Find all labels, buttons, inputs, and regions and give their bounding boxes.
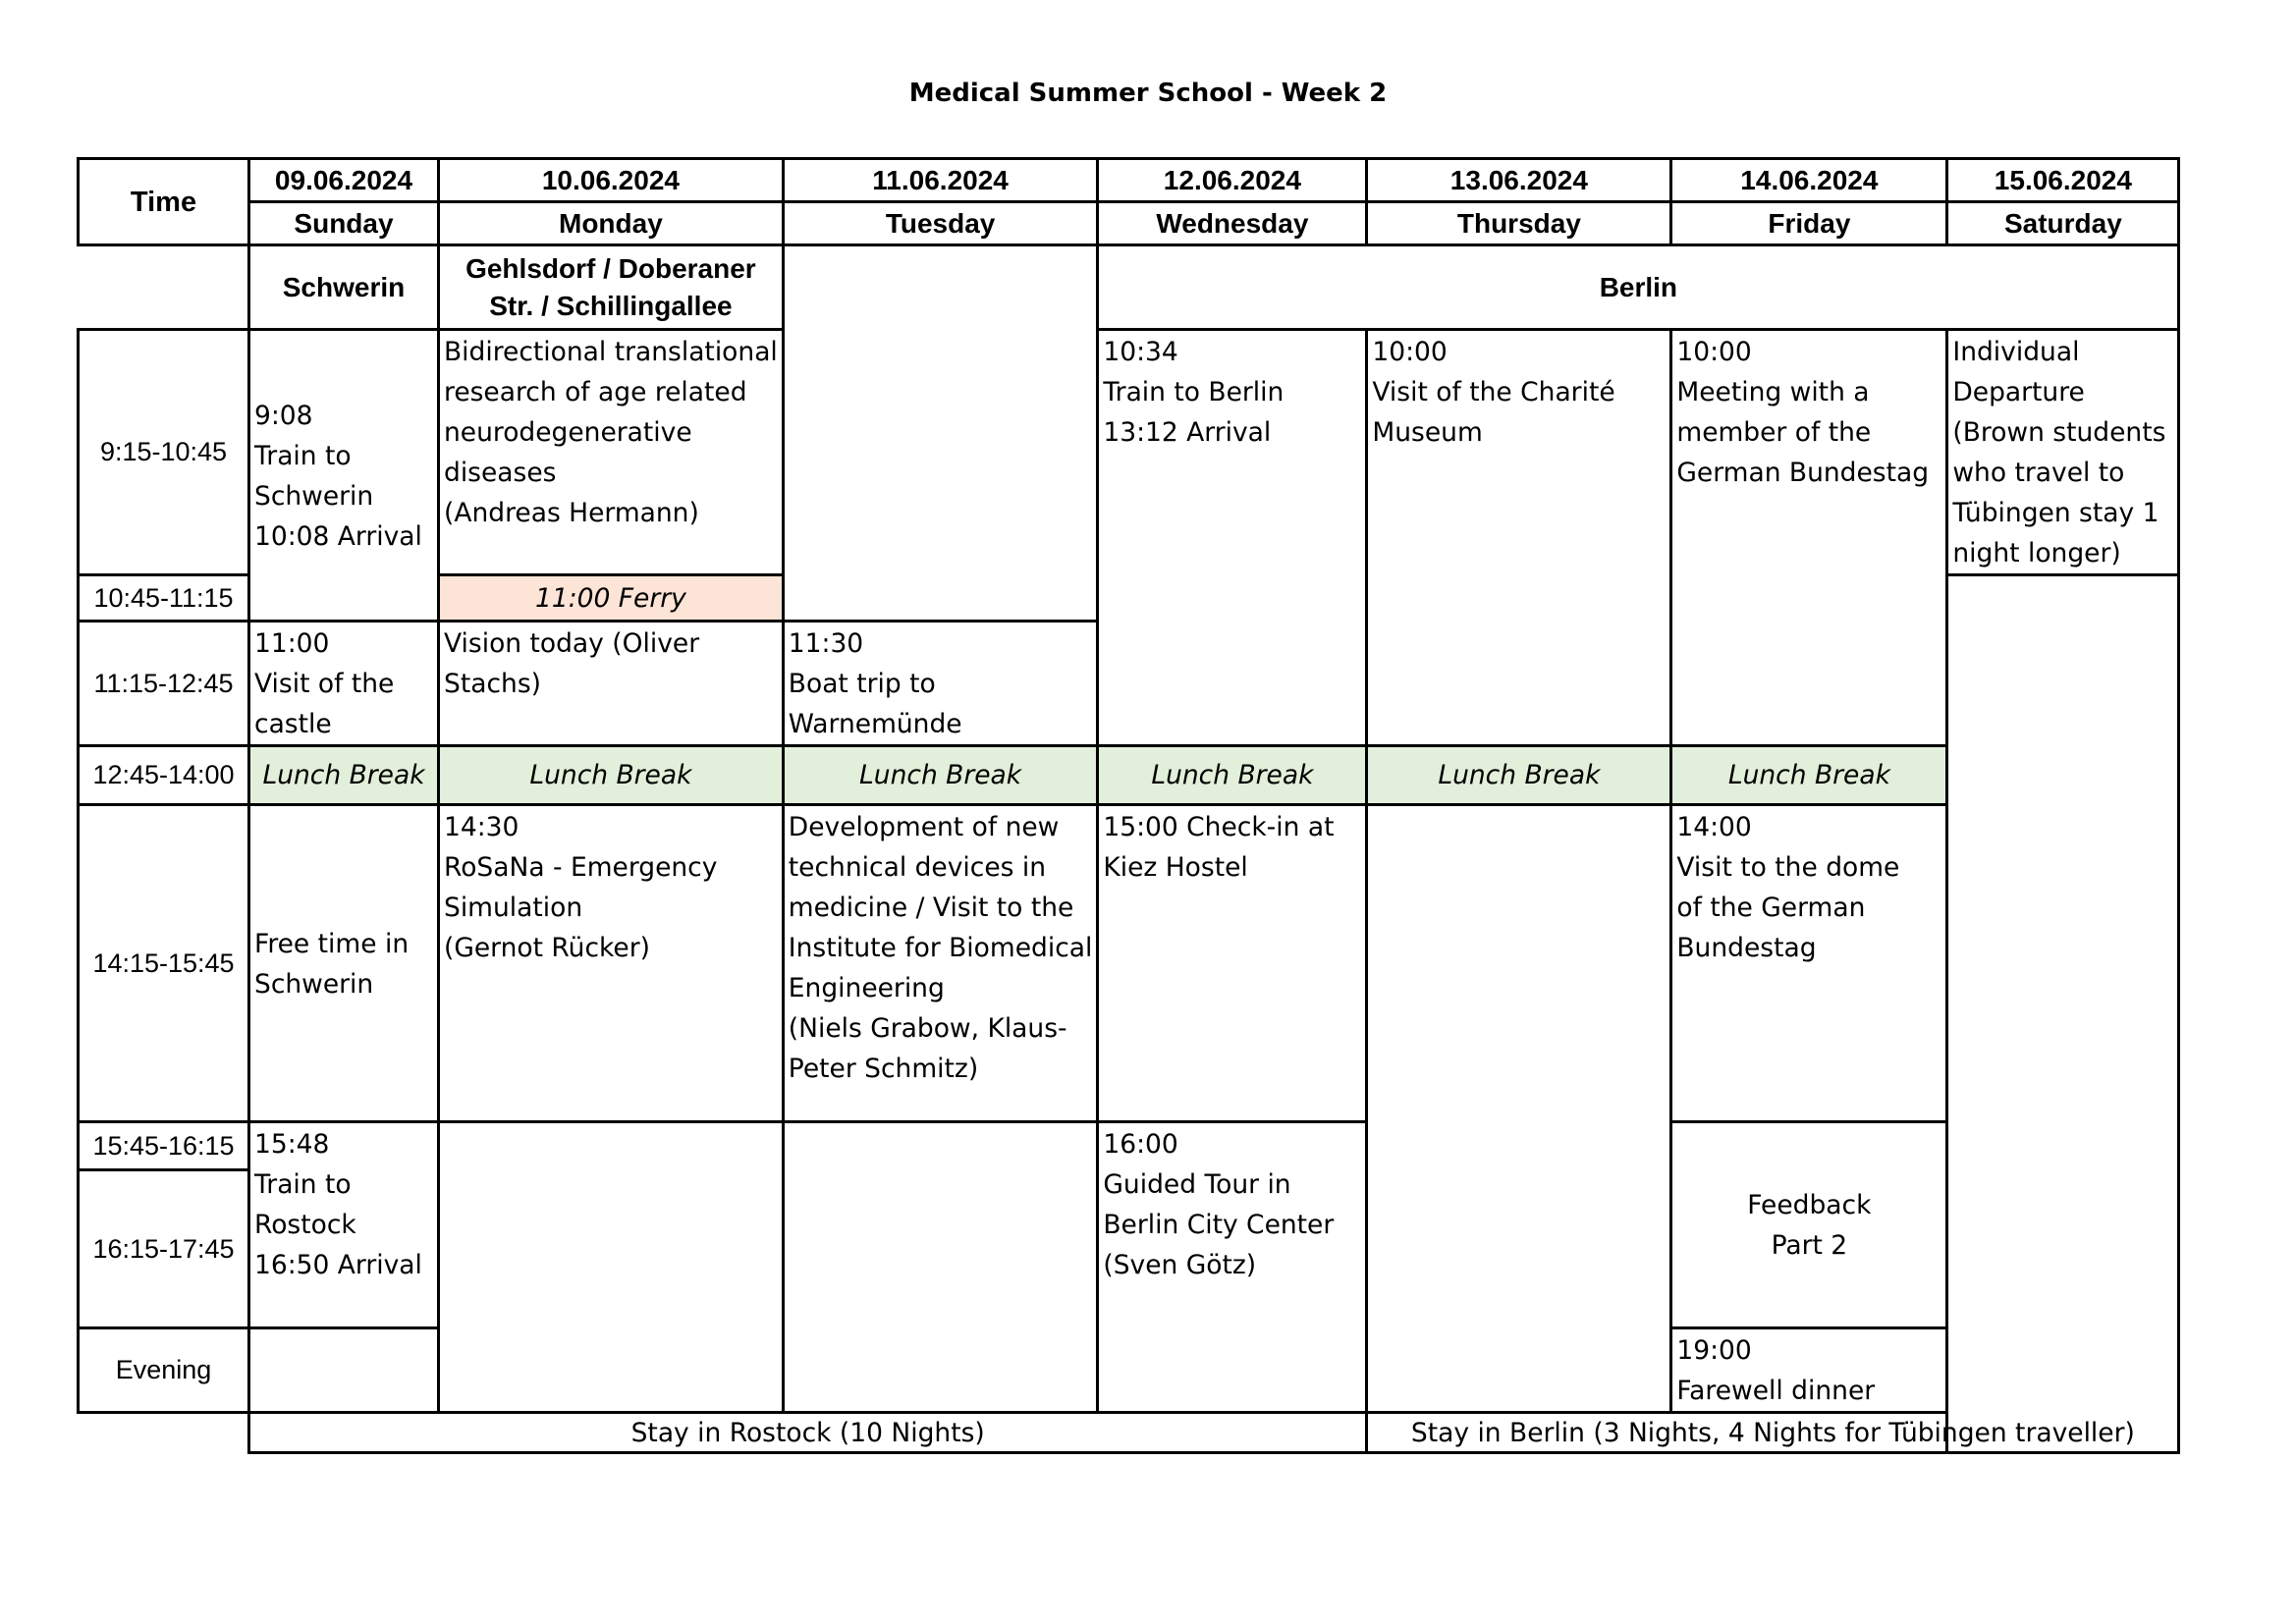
event-line: 15:00 Check-in at (1103, 812, 1335, 842)
location-monday-line: Str. / Schillingallee (489, 290, 733, 321)
event-line: Rostock (254, 1210, 356, 1240)
event-line: Berlin City Center (1103, 1210, 1335, 1240)
time-header: Time (79, 159, 249, 245)
lunch-break-thursday: Lunch Break (1367, 746, 1671, 805)
event-fri-meeting (1671, 330, 1947, 746)
event-line: Institute for Biomedical (788, 933, 1093, 963)
event-line: Visit of the (254, 669, 395, 699)
event-line: German Bundestag (1676, 458, 1930, 488)
time-slot: 9:15-10:45 (79, 330, 249, 575)
weekday-friday: Friday (1671, 202, 1947, 245)
event-line: Development of new (788, 812, 1060, 842)
location-monday-line: Gehlsdorf / Doberaner (465, 252, 756, 284)
event-line: Feedback (1747, 1190, 1872, 1220)
date-friday: 14.06.2024 (1671, 159, 1947, 202)
lunch-break-friday: Lunch Break (1671, 746, 1947, 805)
weekday-thursday: Thursday (1367, 202, 1671, 245)
event-line: Tübingen stay 1 (1952, 498, 2159, 528)
event-line: Train to (254, 440, 352, 471)
event-tue-devices (783, 805, 1098, 1122)
event-line: Meeting with a (1676, 377, 1870, 407)
event-line: (Gernot Rücker) (444, 933, 650, 963)
event-sun-train-back (249, 1122, 439, 1328)
time-slot: 12:45-14:00 (79, 746, 249, 805)
stay-berlin: Stay in Berlin (3 Nights, 4 Nights for Tübingen traveller) (1367, 1413, 2179, 1453)
event-line: research of age related (444, 377, 747, 407)
event-line: Visit of the Charité (1372, 377, 1615, 407)
event-line: Bidirectional translational (444, 337, 778, 367)
event-line: technical devices in (788, 852, 1047, 883)
date-saturday: 15.06.2024 (1947, 159, 2179, 202)
event-line: 11:00 (254, 628, 330, 659)
event-line: who travel to (1952, 458, 2125, 488)
event-mon-vision (439, 622, 784, 746)
location-monday (439, 245, 784, 330)
event-line: (Brown students (1952, 417, 2166, 448)
event-line: Peter Schmitz) (788, 1054, 979, 1084)
date-thursday: 13.06.2024 (1367, 159, 1671, 202)
date-wednesday: 12.06.2024 (1098, 159, 1367, 202)
event-wed-train (1098, 330, 1367, 746)
event-line: 19:00 (1676, 1335, 1752, 1366)
lunch-break-wednesday: Lunch Break (1098, 746, 1367, 805)
event-line: (Andreas Hermann) (444, 498, 699, 528)
event-sun-train (249, 330, 439, 622)
event-tue-boat (783, 622, 1098, 746)
event-line: 14:30 (444, 812, 519, 842)
stay-spacer (79, 1413, 249, 1453)
event-line: Visit to the dome (1676, 852, 1900, 883)
event-line: Individual (1952, 337, 2080, 367)
event-line: Museum (1372, 417, 1483, 448)
event-fri-dinner (1671, 1328, 1947, 1413)
event-thu-museum (1367, 330, 1671, 746)
time-slot: 15:45-16:15 (79, 1122, 249, 1170)
weekday-sunday: Sunday (249, 202, 439, 245)
event-line: Part 2 (1771, 1230, 1848, 1261)
event-sat-departure (1947, 330, 2179, 575)
time-header-spacer (79, 245, 249, 330)
event-line: Guided Tour in (1103, 1169, 1291, 1200)
date-sunday: 09.06.2024 (249, 159, 439, 202)
event-line: 11:30 (788, 628, 864, 659)
event-line: Engineering (788, 973, 945, 1003)
time-slot: 10:45-11:15 (79, 575, 249, 622)
event-line: 10:08 Arrival (254, 520, 422, 552)
event-line: of the German (1676, 893, 1866, 923)
time-slot: 11:15-12:45 (79, 622, 249, 746)
event-line: 14:00 (1676, 812, 1752, 842)
lunch-break-tuesday: Lunch Break (783, 746, 1098, 805)
event-line: 10:00 (1676, 337, 1752, 367)
event-sun-free (249, 805, 439, 1122)
tuesday-morning-empty (783, 245, 1098, 622)
event-line: night longer) (1952, 538, 2121, 568)
event-line: 9:08 (254, 400, 313, 431)
date-tuesday: 11.06.2024 (783, 159, 1098, 202)
event-line: (Niels Grabow, Klaus- (788, 1013, 1067, 1044)
weekday-saturday: Saturday (1947, 202, 2179, 245)
event-line: RoSaNa - Emergency (444, 852, 718, 883)
page-title: Medical Summer School - Week 2 (908, 79, 1388, 108)
lunch-break-sunday: Lunch Break (249, 746, 439, 805)
time-slot: 16:15-17:45 (79, 1170, 249, 1328)
event-line: 10:00 (1372, 337, 1448, 367)
event-sun-castle (249, 622, 439, 746)
event-line: 16:50 Arrival (254, 1250, 422, 1280)
mon-late-empty (439, 1122, 784, 1413)
event-line: 16:00 (1103, 1129, 1178, 1160)
event-line: Bundestag (1676, 933, 1817, 963)
event-line: Train to Berlin (1103, 377, 1285, 407)
event-line: Train to (254, 1169, 352, 1200)
sun-evening-empty (249, 1328, 439, 1413)
tue-late-empty (783, 1122, 1098, 1413)
event-line: (Sven Götz) (1103, 1250, 1257, 1280)
event-line: Farewell dinner (1676, 1376, 1876, 1406)
event-line: 10:34 (1103, 337, 1178, 367)
time-slot: Evening (79, 1328, 249, 1413)
weekday-tuesday: Tuesday (783, 202, 1098, 245)
event-line: castle (254, 709, 332, 739)
location-sunday: Schwerin (249, 245, 439, 330)
event-fri-feedback (1671, 1122, 1947, 1328)
weekday-monday: Monday (439, 202, 784, 245)
event-line: Schwerin (254, 480, 374, 512)
event-line: diseases (444, 458, 557, 488)
event-mon-research (439, 330, 784, 575)
event-line: Free time in (254, 928, 410, 959)
weekday-wednesday: Wednesday (1098, 202, 1367, 245)
event-line: Boat trip to (788, 669, 936, 699)
location-berlin: Berlin (1098, 245, 2179, 330)
event-line: Warnemünde (788, 709, 962, 739)
event-line: medicine / Visit to the (788, 893, 1074, 923)
event-line: member of the (1676, 417, 1872, 448)
schedule-table (77, 157, 2180, 1454)
event-mon-ferry: 11:00 Ferry (439, 575, 784, 622)
time-slot: 14:15-15:45 (79, 805, 249, 1122)
event-line: Departure (1952, 377, 2085, 407)
event-line: 13:12 Arrival (1103, 417, 1272, 448)
event-line: Kiez Hostel (1103, 852, 1248, 883)
event-wed-tour (1098, 1122, 1367, 1413)
event-line: Stachs) (444, 669, 541, 699)
event-wed-checkin (1098, 805, 1367, 1122)
event-fri-dome (1671, 805, 1947, 1122)
event-line: Simulation (444, 893, 583, 923)
event-line: 15:48 (254, 1129, 330, 1160)
event-line: Vision today (Oliver (444, 628, 700, 659)
sat-afternoon-empty (1947, 575, 2179, 1453)
thu-afternoon-empty (1367, 805, 1671, 1413)
date-monday: 10.06.2024 (439, 159, 784, 202)
event-line: neurodegenerative (444, 417, 692, 448)
lunch-break-monday: Lunch Break (439, 746, 784, 805)
event-line: Schwerin (254, 968, 374, 1000)
event-mon-rosana (439, 805, 784, 1122)
stay-rostock: Stay in Rostock (10 Nights) (249, 1413, 1367, 1453)
